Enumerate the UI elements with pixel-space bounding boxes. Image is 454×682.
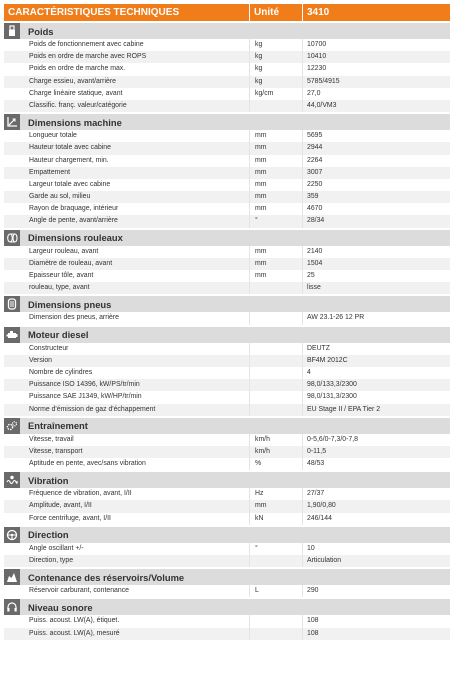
section-header <box>4 470 450 488</box>
spec-unit: % <box>250 458 303 470</box>
tire-icon <box>4 296 20 312</box>
table-row <box>4 282 450 294</box>
spec-label: Constructeur <box>4 343 250 355</box>
spec-value: 25 <box>307 272 315 279</box>
spec-label: Vitesse, travail <box>4 434 250 446</box>
spec-unit: mm <box>250 203 303 215</box>
spec-table-body <box>4 21 450 640</box>
spec-label: Hauteur chargement, min. <box>4 155 250 167</box>
fuel-pump-icon <box>4 569 20 585</box>
spec-unit <box>250 282 303 294</box>
table-row <box>4 258 450 270</box>
spec-label: Empattement <box>4 167 250 179</box>
table-row <box>4 555 450 567</box>
section-title: Entraînement <box>28 420 88 432</box>
table-row <box>4 100 450 112</box>
spec-value: EU Stage II / EPA Tier 2 <box>307 405 381 413</box>
spec-label: Fréquence de vibration, avant, I/II <box>4 488 250 500</box>
spec-value: 108 <box>307 617 319 625</box>
spec-label: rouleau, type, avant <box>4 282 250 294</box>
table-row <box>4 543 450 555</box>
spec-label: Angle oscillant +/- <box>4 543 250 555</box>
table-row <box>4 379 450 391</box>
table-row <box>4 355 450 367</box>
table-row <box>4 155 450 167</box>
table-row <box>4 312 450 324</box>
spec-unit: kg/cm <box>250 88 303 100</box>
table-row <box>4 246 450 258</box>
spec-label: Norme d'émission de gaz d'échappement <box>4 404 250 416</box>
spec-unit <box>250 615 303 627</box>
spec-value: 246/144 <box>307 514 332 522</box>
table-row <box>4 167 450 179</box>
spec-value: 44,0/VM3 <box>307 101 337 109</box>
spec-value: 290 <box>307 587 319 595</box>
spec-sheet <box>4 4 450 640</box>
spec-value: 359 <box>307 193 319 201</box>
spec-unit <box>250 355 303 367</box>
spec-value: 28/34 <box>307 217 325 225</box>
spec-label: Puissance ISO 14396, kW/PS/tr/min <box>4 379 250 391</box>
section-title: Dimensions pneus <box>28 298 112 310</box>
spec-label: Aptitude en pente, avec/sans vibration <box>4 458 250 470</box>
table-row <box>4 343 450 355</box>
section-title: Vibration <box>28 474 69 486</box>
table-row <box>4 500 450 512</box>
spec-unit <box>250 555 303 567</box>
spec-value: 0-5,6/0-7,3/0-7,8 <box>307 435 358 443</box>
drum-icon <box>4 230 20 246</box>
spec-value: 4 <box>307 368 311 376</box>
table-row <box>4 203 450 215</box>
spec-unit: mm <box>250 191 303 203</box>
spec-label: Puiss. acoust. LW(A), étiquet. <box>4 615 250 627</box>
spec-label: Largeur totale avec cabine <box>4 179 250 191</box>
engine-icon <box>4 327 20 343</box>
section-title: Contenance des réservoirs/Volume <box>28 571 185 583</box>
table-row <box>4 488 450 500</box>
spec-value: lisse <box>307 284 321 292</box>
table-row <box>4 39 450 51</box>
section-header <box>4 597 450 615</box>
spec-label: Réservoir carburant, contenance <box>4 585 250 597</box>
table-row <box>4 191 450 203</box>
spec-unit: mm <box>250 155 303 167</box>
spec-label: Largeur rouleau, avant <box>4 246 250 258</box>
spec-unit <box>250 343 303 355</box>
spec-unit <box>250 367 303 379</box>
table-row <box>4 88 450 100</box>
section-header <box>4 325 450 343</box>
spec-value: 98,0/131,3/2300 <box>307 393 357 401</box>
table-row <box>4 51 450 63</box>
spec-label: Garde au sol, milieu <box>4 191 250 203</box>
spec-label: Version <box>4 355 250 367</box>
spec-unit: mm <box>250 167 303 179</box>
table-row <box>4 142 450 154</box>
spec-label: Hauteur totale avec cabine <box>4 142 250 154</box>
section-title: Poids <box>28 25 54 37</box>
section-header <box>4 294 450 312</box>
table-row <box>4 270 450 282</box>
spec-unit <box>250 628 303 640</box>
spec-unit <box>250 100 303 112</box>
weight-icon <box>4 23 20 39</box>
spec-unit <box>250 404 303 416</box>
spec-label: Poids de fonctionnement avec cabine <box>4 39 250 51</box>
spec-label: Poids en ordre de marche avec ROPS <box>4 51 250 63</box>
table-row <box>4 446 450 458</box>
spec-label: Rayon de braquage, intérieur <box>4 203 250 215</box>
table-row <box>4 585 450 597</box>
spec-unit: mm <box>250 246 303 258</box>
section-title: Moteur diesel <box>28 329 89 341</box>
header-title: CARACTÉRISTIQUES TECHNIQUES <box>4 4 250 21</box>
header-unit: Unité <box>250 4 303 21</box>
spec-value: 4670 <box>307 205 323 213</box>
spec-value: 5695 <box>307 132 323 140</box>
table-row <box>4 367 450 379</box>
spec-label: Charge essieu, avant/arrière <box>4 76 250 88</box>
spec-value: 2140 <box>307 247 323 255</box>
headphones-icon <box>4 599 20 615</box>
section-header <box>4 228 450 246</box>
spec-label: Nombre de cylindres <box>4 367 250 379</box>
spec-unit: kg <box>250 63 303 75</box>
spec-value: 98,0/133,3/2300 <box>307 381 357 389</box>
spec-label: Dimension des pneus, arrière <box>4 312 250 324</box>
table-row <box>4 628 450 640</box>
gears-icon <box>4 418 20 434</box>
table-row <box>4 179 450 191</box>
table-row <box>4 434 450 446</box>
table-row <box>4 63 450 75</box>
spec-label: Puiss. acoust. LW(A), mesuré <box>4 628 250 640</box>
spec-unit: ° <box>250 215 303 227</box>
spec-value: 5785/4915 <box>307 77 340 85</box>
spec-unit: mm <box>250 130 303 142</box>
spec-unit: mm <box>250 500 303 512</box>
header-model: 3410 <box>307 7 330 18</box>
spec-value: 10700 <box>307 41 327 48</box>
spec-label: Classific. franç. valeur/catégorie <box>4 100 250 112</box>
spec-unit: L <box>250 585 303 597</box>
spec-label: Vitesse, transport <box>4 446 250 458</box>
section-header <box>4 112 450 130</box>
spec-unit: Hz <box>250 488 303 500</box>
spec-value: BF4M 2012C <box>307 356 348 364</box>
spec-unit: km/h <box>250 434 303 446</box>
spec-label: Puissance SAE J1349, kW/HP/tr/min <box>4 391 250 403</box>
steering-wheel-icon <box>4 527 20 543</box>
section-header <box>4 525 450 543</box>
spec-label: Angle de pente, avant/arrière <box>4 215 250 227</box>
spec-value: 0-11,5 <box>307 447 327 455</box>
section-header <box>4 21 450 39</box>
section-title: Niveau sonore <box>28 601 93 613</box>
spec-value: 2264 <box>307 156 323 164</box>
spec-unit <box>250 391 303 403</box>
spec-unit <box>250 312 303 324</box>
spec-unit: mm <box>250 270 303 282</box>
spec-value: 48/53 <box>307 460 325 468</box>
spec-label: Epaisseur tôle, avant <box>4 270 250 282</box>
spec-label: Force centrifuge, avant, I/II <box>4 513 250 525</box>
table-row <box>4 513 450 525</box>
spec-value: 10 <box>307 544 315 552</box>
spec-unit <box>250 379 303 391</box>
spec-unit: ° <box>250 543 303 555</box>
section-title: Dimensions machine <box>28 116 122 128</box>
spec-unit: mm <box>250 142 303 154</box>
spec-label: Diamètre de rouleau, avant <box>4 258 250 270</box>
spec-value: 12230 <box>307 65 327 73</box>
spec-value: 3007 <box>307 168 323 176</box>
spec-label: Poids en ordre de marche max. <box>4 63 250 75</box>
section-title: Dimensions rouleaux <box>28 232 123 244</box>
spec-unit: kN <box>250 513 303 525</box>
spec-unit: km/h <box>250 446 303 458</box>
spec-unit: mm <box>250 258 303 270</box>
spec-label: Longueur totale <box>4 130 250 142</box>
table-header <box>4 4 450 21</box>
spec-label: Amplitude, avant, I/II <box>4 500 250 512</box>
vibration-icon <box>4 472 20 488</box>
spec-value: 10410 <box>307 53 327 61</box>
spec-unit: kg <box>250 76 303 88</box>
spec-value: 1,90/0,80 <box>307 502 336 510</box>
spec-value: DEUTZ <box>307 344 330 352</box>
dimensions-icon <box>4 114 20 130</box>
table-row <box>4 615 450 627</box>
spec-value: 27,0 <box>307 89 321 97</box>
spec-value: 2250 <box>307 180 323 188</box>
spec-value: AW 23.1-26 12 PR <box>307 314 365 322</box>
spec-unit: mm <box>250 179 303 191</box>
spec-value: 27/37 <box>307 490 325 498</box>
table-row <box>4 391 450 403</box>
spec-unit: kg <box>250 39 303 51</box>
table-row <box>4 404 450 416</box>
section-header <box>4 567 450 585</box>
spec-label: Direction, type <box>4 555 250 567</box>
table-row <box>4 458 450 470</box>
spec-label: Charge linéaire statique, avant <box>4 88 250 100</box>
spec-value: Articulation <box>307 557 342 564</box>
spec-value: 108 <box>307 629 319 637</box>
table-row <box>4 215 450 227</box>
table-row <box>4 76 450 88</box>
spec-unit: kg <box>250 51 303 63</box>
section-title: Direction <box>28 529 69 541</box>
spec-value: 2944 <box>307 144 323 152</box>
section-header <box>4 416 450 434</box>
spec-value: 1504 <box>307 259 323 267</box>
table-row <box>4 130 450 142</box>
